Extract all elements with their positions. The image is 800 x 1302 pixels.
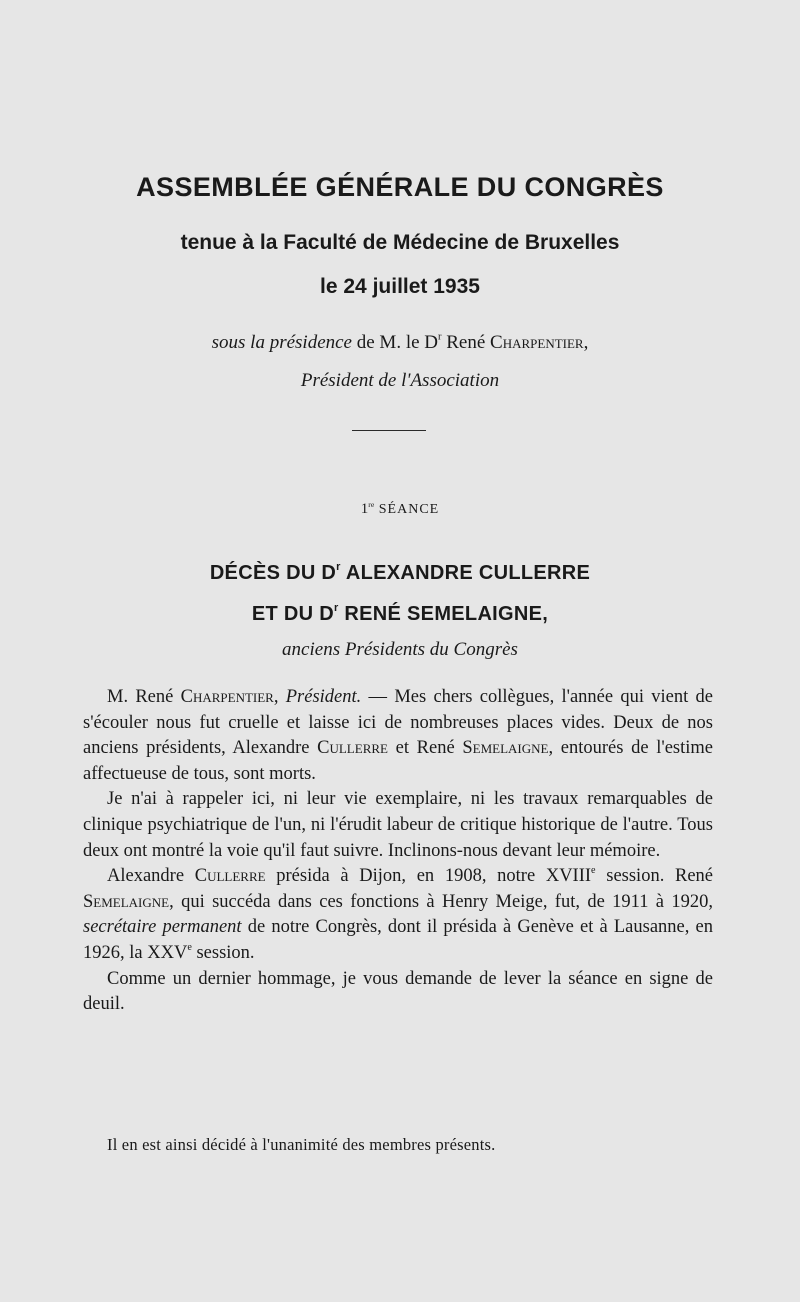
deces-line1-sup: r	[336, 561, 341, 574]
p1-semelaigne: Semelaigne	[462, 738, 549, 759]
closing-line: Il en est ainsi décidé à l'unanimité des membres présents.	[107, 1135, 496, 1154]
presidency-surname: Charpentier	[490, 332, 584, 353]
p3-part-e: de notre Congrès, dont il présida à Genève et à Lausanne, en 1926, la XXV	[83, 917, 713, 963]
section-divider	[352, 430, 426, 431]
p3-part-a: Alexandre	[107, 866, 195, 887]
p1-part-b: ,	[273, 687, 286, 707]
deces-heading-line1	[0, 562, 800, 585]
p1-president: Président.	[285, 687, 362, 707]
p1-cullerre: Cullerre	[317, 738, 388, 759]
p3-sup1: e	[591, 865, 596, 877]
page-title: ASSEMBLÉE GÉNÉRALE DU CONGRÈS	[136, 172, 664, 202]
p3-sup2: e	[187, 941, 192, 953]
deces-line1-b: ALEXANDRE CULLERRE	[340, 562, 591, 584]
presidency-suffix: ,	[583, 332, 589, 353]
seance-sup: re	[368, 499, 375, 509]
body-text	[83, 685, 713, 1018]
deces-line2-sup: r	[333, 602, 339, 615]
seance-heading	[0, 501, 800, 518]
p3-cullerre: Cullerre	[194, 866, 266, 887]
seance-label: SÉANCE	[374, 502, 440, 517]
deces-line2-a: ET DU D	[251, 603, 334, 625]
date-line: le 24 juillet 1935	[320, 275, 480, 298]
deces-line2-b: RENÉ SEMELAIGNE,	[338, 603, 549, 625]
paragraph-2: Je n'ai à rappeler ici, ni leur vie exemplaire, ni les travaux remarquables de clinique psychiatrique de l'un, ni l'érudit labeur de critique historique de l'autre. Tous deux ont montré la voie qu'il faut suivre. Inclinons-nous devant leur mémoire.	[83, 789, 713, 861]
presidency-role: Président de l'Association	[300, 370, 500, 391]
paragraph-3	[83, 864, 713, 966]
deces-line1-a: DÉCÈS DU D	[209, 562, 337, 584]
p1-part-e: , entourés de l'estime affectueuse de tous, sont morts.	[83, 738, 713, 784]
presidency-dr-sup: r	[438, 331, 442, 343]
p3-part-f: session.	[191, 942, 255, 963]
p1-part-a: M. René	[107, 687, 181, 707]
presidency-middle: de M. le D	[352, 332, 439, 353]
seance-number: 1	[360, 501, 369, 517]
deces-subtitle: anciens Présidents du Congrès	[282, 639, 518, 660]
venue-line: tenue à la Faculté de Médecine de Bruxelles	[180, 231, 620, 254]
p3-semelaigne: Semelaigne	[83, 891, 170, 912]
deces-heading-line2	[0, 603, 800, 626]
p3-secretaire: secrétaire permanent	[83, 917, 242, 938]
p1-part-c: — Mes chers collègues, l'année qui vient de s'écouler nous fut cruelle et laisse ici de nombreuses places vides. Deux de nos anciens présidents, Alexandre	[83, 687, 713, 759]
presidency-line	[0, 332, 800, 354]
presidency-prefix: sous la présidence	[211, 332, 352, 353]
paragraph-4: Comme un dernier hommage, je vous demande de lever la séance en signe de deuil.	[83, 968, 713, 1015]
presidency-name: René	[441, 332, 491, 353]
p3-part-d: , qui succéda dans ces fonctions à Henry Meige, fut, de 1911 à 1920,	[169, 891, 713, 912]
p1-part-d: et René	[387, 738, 463, 759]
p3-part-c: session. René	[595, 866, 714, 887]
p1-charpentier: Charpentier	[180, 687, 274, 707]
paragraph-1	[83, 685, 713, 787]
p3-part-b: présida à Dijon, en 1908, notre XVIII	[265, 866, 592, 887]
